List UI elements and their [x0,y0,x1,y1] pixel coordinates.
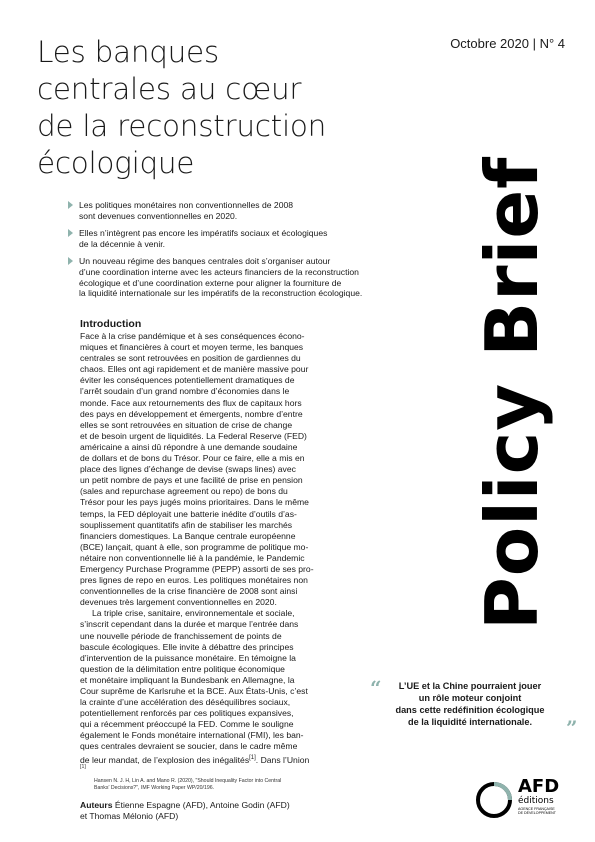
intro-paragraph-2 [80,608,330,765]
title-line: écologique [37,146,195,180]
footnote-marker: [1] [80,764,86,770]
footnote-reference-link[interactable]: [1] [249,754,256,761]
authors-names: Étienne Espagne (AFD), Antoine Godin (AFD) et Thomas Mélonio (AFD) [80,800,290,821]
introduction-section [80,318,330,766]
key-point [68,228,468,249]
key-point-text: Un nouveau régime des banques centrales doit s’organiser autour d’une coordination interne avec les acteurs financiers de la reconstruction écologique et d’une coordination externe pour aligner la fourniture de la liquidité internationale sur les impératifs de la reconstruction écologique. [79,256,363,299]
logo-name: AFD [518,776,560,797]
logo-text-block [518,778,559,815]
key-points-list [68,200,468,306]
logo-agency: AGENCE FRANÇAISE DE DÉVELOPPEMENT [518,807,556,816]
title-line: centrales au cœur [37,72,302,106]
title-line: Les banques [37,35,219,69]
paragraph-tail: . Dans l’Union [255,754,310,765]
paragraph-text: La triple crise, sanitaire, environnementale et sociale, s’inscrit cependant dans la durée et marque l’entrée dans une nouvelle période de franchissement de points de bascule écologiques. Elle invite à débattre des principes d’intervention de la puissance monétaire. En témoigne la question de la délimitation entre politique économique et monétaire impliquant la Bundesbank en Allemagne, la Cour suprême de Karlsruhe et la BCE. Aux États-Unis, c’est la crainte d’une accélération des déséquilibres sociaux, potentiellement renforcés par ces politiques expansives, qui a récemment préoccupé la FED. Comme le souligne également le Fonds monétaire international (FMI), les ban- ques centrales devraient se soucier, dans le cadre même de leur mandat, de l’explosion des inégalités [80,608,308,765]
footnote-text: Hansen N. J. H, Lin A. and Mano R. (2020), "Should Inequality Factor into Central Banks’ Decisions?", IMF Working Paper WP/20/196. [94,778,282,791]
document-title [37,34,407,182]
series-label-vertical: Policy Brief [470,156,554,630]
pull-quote: L’UE et la Chine pourraient jouer un rôle moteur conjoint dans cette redéfinition écologique de la liquidité internationale. [395,681,545,727]
title-line: de la reconstruction [37,109,326,143]
bullet-arrow-icon [68,229,73,237]
logo-subtitle: éditions [518,796,554,806]
bullet-arrow-icon [68,257,73,265]
footnote [80,764,330,799]
afd-ring-icon [474,780,514,820]
issue-date-number: Octobre 2020 | N° 4 [450,36,565,51]
authors-label: Auteurs [80,800,113,810]
afd-logo [474,776,584,824]
close-quote-icon: ” [566,716,578,740]
key-point [68,200,468,221]
key-point-text: Elles n’intègrent pas encore les impératifs sociaux et écologiques de la décennie à venir. [79,228,328,249]
open-quote-icon: “ [370,676,382,700]
authors-credit [80,800,340,822]
intro-paragraph-1: Face à la crise pandémique et à ses conséquences écono- miques et financières à court et moyen terme, les banques centrales se sont retrouvées en position de gardiennes du chaos. Elles ont agi rapidement et de manière massive pour éviter les conséquences potentiellement dramatiques de l’arrêt soudain d’un grand nombre d’économies dans le monde. Face aux retournements des flux de capitaux hors des pays en développement et émergents, nombre d’entre elles se sont retrouvées en situation de crise de change et de besoin urgent de liquidités. La Federal Reserve (FED) américaine a ainsi dû répondre à une demande soudaine de dollars et de bons du Trésor. Pour ce faire, elle a mis en place des lignes d’échange de devise (swaps lines) avec un petit nombre de pays et une facilité de prise en pension (sales and repurchase agreement ou repo) de bons du Trésor pour les pays jugés moins prioritaires. Dans le même temps, la FED déployait une batterie inédite d’outils d’as- souplissement quantitatifs afin de stabiliser les marchés financiers domestiques. La Banque centrale européenne (BCE) lançait, quant à elle, son programme de politique mo- nétaire non conventionnelle lié à la pandémie, le Pandemic Emergency Purchase Programme (PEPP) assorti de ses pro- pres lignes de repo en euros. Les politiques monétaires non conventionnelles de la crise financière de 2008 sont ainsi devenues très largement conventionnelles en 2020. [80,331,314,608]
section-heading: Introduction [80,318,142,330]
bullet-arrow-icon [68,201,73,209]
key-point [68,256,468,298]
key-point-text: Les politiques monétaires non conventionnelles de 2008 sont devenues conventionnelles en 2020. [79,200,294,221]
